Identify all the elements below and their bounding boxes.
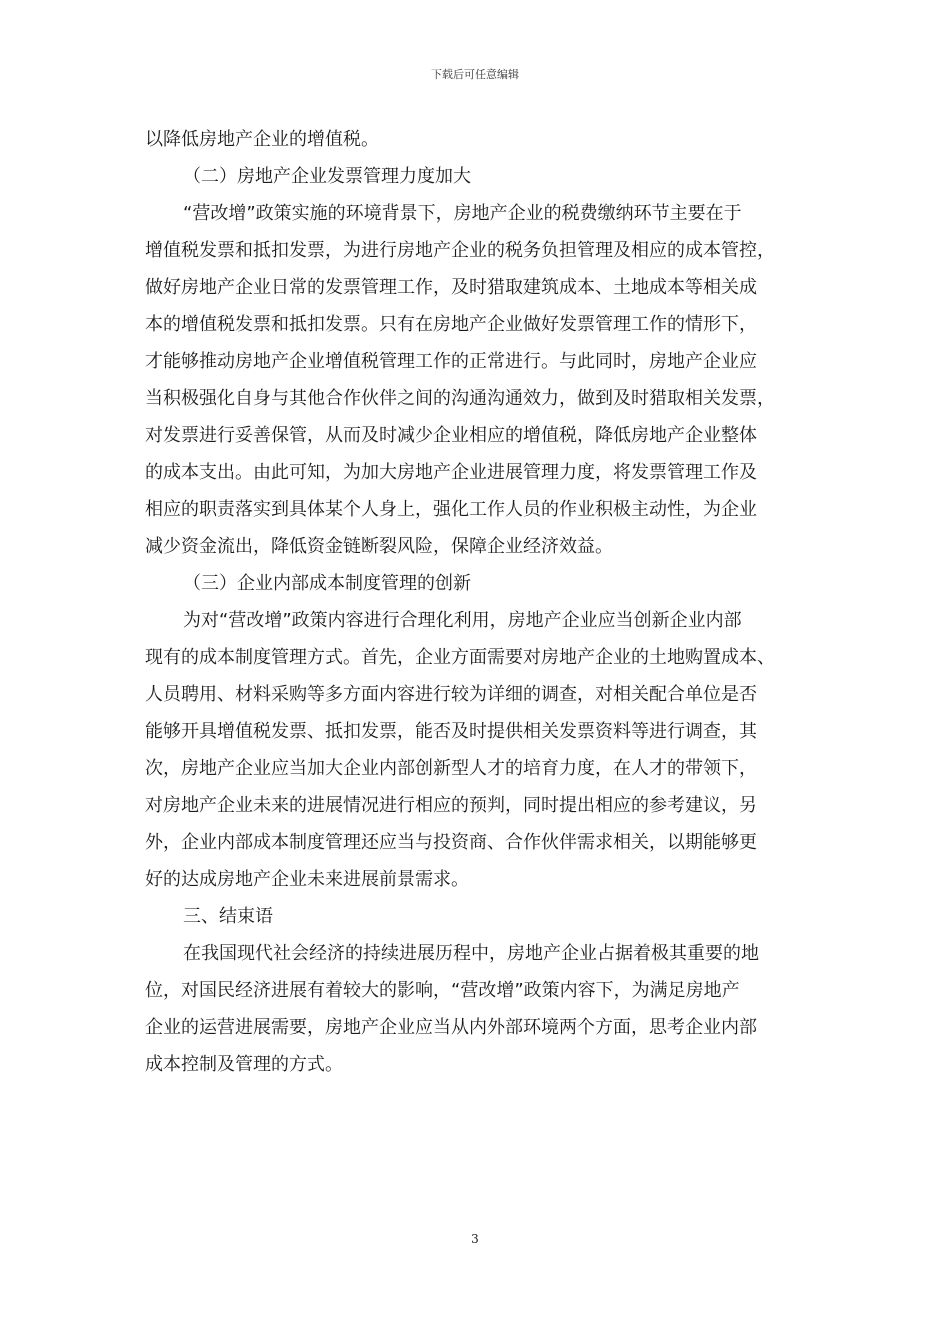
- text-line: 做好房地产企业日常的发票管理工作，及时猎取建筑成本、土地成本等相关成: [145, 277, 757, 298]
- text-line: 的成本支出。由此可知，为加大房地产企业进展管理力度，将发票管理工作及: [145, 462, 757, 483]
- text-line: “营改增”政策实施的环境背景下，房地产企业的税费缴纳环节主要在于: [183, 203, 742, 224]
- section-heading: （三）企业内部成本制度管理的创新: [183, 573, 471, 594]
- text-line: 次，房地产企业应当加大企业内部创新型人才的培育力度，在人才的带领下，: [145, 758, 757, 779]
- text-line: 相应的职责落实到具体某个人身上，强化工作人员的作业积极主动性，为企业: [145, 499, 757, 520]
- text-line: 增值税发票和抵扣发票，为进行房地产企业的税务负担管理及相应的成本管控，: [145, 240, 775, 261]
- text-line: 本的增值税发票和抵扣发票。只有在房地产企业做好发票管理工作的情形下，: [145, 314, 757, 335]
- text-line: 才能够推动房地产企业增值税管理工作的正常进行。与此同时，房地产企业应: [145, 351, 757, 372]
- page-header: 下载后可任意编辑: [431, 68, 519, 81]
- document-body: [145, 121, 813, 1083]
- text-line: 为对“营改增”政策内容进行合理化利用，房地产企业应当创新企业内部: [183, 610, 742, 631]
- page-number: 3: [471, 1232, 479, 1246]
- text-line: 位，对国民经济进展有着较大的影响，“营改增”政策内容下，为满足房地产: [145, 980, 740, 1001]
- section-heading: （二）房地产企业发票管理力度加大: [183, 166, 471, 187]
- text-line: 好的达成房地产企业未来进展前景需求。: [145, 869, 469, 890]
- text-line: 现有的成本制度管理方式。首先，企业方面需要对房地产企业的土地购置成本、: [145, 647, 775, 668]
- text-line: 对发票进行妥善保管，从而及时减少企业相应的增值税，降低房地产企业整体: [145, 425, 757, 446]
- text-line: 对房地产企业未来的进展情况进行相应的预判，同时提出相应的参考建议，另: [145, 795, 757, 816]
- text-line: 能够开具增值税发票、抵扣发票，能否及时提供相关发票资料等进行调查，其: [145, 721, 757, 742]
- text-line: 成本控制及管理的方式。: [145, 1054, 343, 1075]
- text-line: 减少资金流出，降低资金链断裂风险，保障企业经济效益。: [145, 536, 613, 557]
- text-line: 人员聘用、材料采购等多方面内容进行较为详细的调查，对相关配合单位是否: [145, 684, 757, 705]
- text-line: 当积极强化自身与其他合作伙伴之间的沟通沟通效力，做到及时猎取相关发票，: [145, 388, 775, 409]
- text-line: 外，企业内部成本制度管理还应当与投资商、合作伙伴需求相关，以期能够更: [145, 832, 757, 853]
- text-line: 企业的运营进展需要，房地产企业应当从内外部环境两个方面，思考企业内部: [145, 1017, 757, 1038]
- section-heading: 三、结束语: [183, 906, 273, 927]
- text-line: 以降低房地产企业的增值税。: [145, 129, 379, 150]
- text-line: 在我国现代社会经济的持续进展历程中，房地产企业占据着极其重要的地: [183, 943, 759, 964]
